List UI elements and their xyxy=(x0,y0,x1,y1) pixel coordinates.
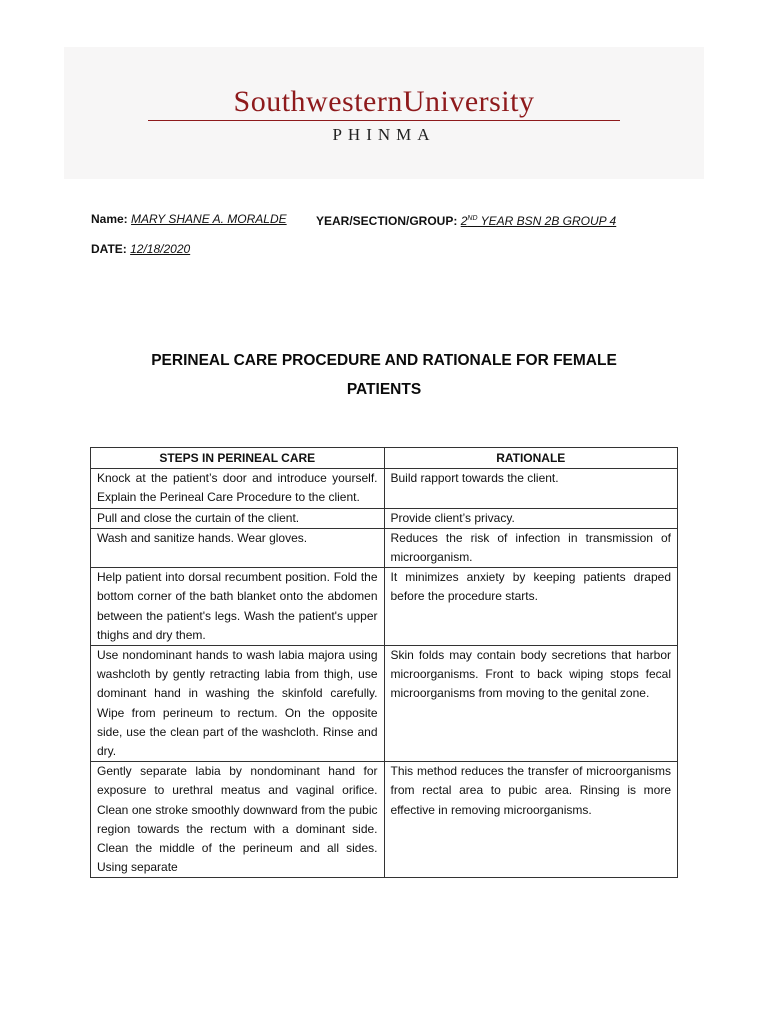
year-section-group-rest: YEAR BSN 2B GROUP 4 xyxy=(477,214,617,228)
year-section-group-label: YEAR/SECTION/GROUP: xyxy=(316,214,458,228)
table-row xyxy=(91,469,678,508)
date-field xyxy=(91,241,190,257)
rationale-cell: It minimizes anxiety by keeping patients draped before the procedure starts. xyxy=(384,568,678,646)
procedure-table xyxy=(90,447,678,878)
table-row xyxy=(91,568,678,646)
table-row xyxy=(91,528,678,567)
name-value: MARY SHANE A. MORALDE xyxy=(131,212,287,226)
column-header-steps: STEPS IN PERINEAL CARE xyxy=(91,448,385,469)
rationale-cell: Provide client’s privacy. xyxy=(384,508,678,528)
affiliation-label: PHINMA xyxy=(332,125,436,144)
table-header-row xyxy=(91,448,678,469)
date-label: DATE: xyxy=(91,242,127,256)
step-cell: Wash and sanitize hands. Wear gloves. xyxy=(91,528,385,567)
year-ordinal-suffix: ND xyxy=(467,215,478,222)
document-title-line-1: PERINEAL CARE PROCEDURE AND RATIONALE FOR FEMALE xyxy=(151,352,617,369)
date-value: 12/18/2020 xyxy=(130,242,191,256)
document-title-line-2: PATIENTS xyxy=(346,381,422,398)
table-row xyxy=(91,646,678,762)
name-field xyxy=(91,211,287,227)
rationale-cell: Build rapport towards the client. xyxy=(384,469,678,508)
table-row xyxy=(91,762,678,878)
step-cell: Gently separate labia by nondominant hand for exposure to urethral meatus and vaginal orifice. Clean one stroke smoothly downward from the pubic region towards the rectum with a dominant side. Clean the middle of the perineum and all sides. Using separate xyxy=(91,762,385,878)
year-section-group-field xyxy=(316,211,616,229)
step-cell: Pull and close the curtain of the client. xyxy=(91,508,385,528)
rationale-cell: Reduces the risk of infection in transmission of microorganism. xyxy=(384,528,678,567)
year-number: 2 xyxy=(460,214,468,228)
step-cell: Use nondominant hands to wash labia majora using washcloth by gently retracting labia from thigh, use dominant hand in washing the skinfold carefully. Wipe from perineum to rectum. On the opposite side, use the clean part of the washcloth. Rinse and dry. xyxy=(91,646,385,762)
step-cell: Help patient into dorsal recumbent position. Fold the bottom corner of the bath blanket onto the abdomen between the patient's legs. Wash the patient's upper thighs and dry them. xyxy=(91,568,385,646)
year-section-group-value xyxy=(461,214,617,228)
table-row xyxy=(91,508,678,528)
rationale-cell: Skin folds may contain body secretions that harbor microorganisms. Front to back wiping stops fecal microorganisms from moving to the genital zone. xyxy=(384,646,678,762)
document-title xyxy=(90,346,678,404)
university-header xyxy=(64,47,704,179)
logo-divider xyxy=(148,120,620,121)
name-label: Name: xyxy=(91,212,128,226)
step-cell: Knock at the patient’s door and introduce yourself. Explain the Perineal Care Procedure to the client. xyxy=(91,469,385,508)
column-header-rationale: RATIONALE xyxy=(384,448,678,469)
university-logo: SouthwesternUniversity xyxy=(233,85,535,118)
rationale-cell: This method reduces the transfer of microorganisms from rectal area to pubic area. Rinsing is more effective in removing microorganisms. xyxy=(384,762,678,878)
